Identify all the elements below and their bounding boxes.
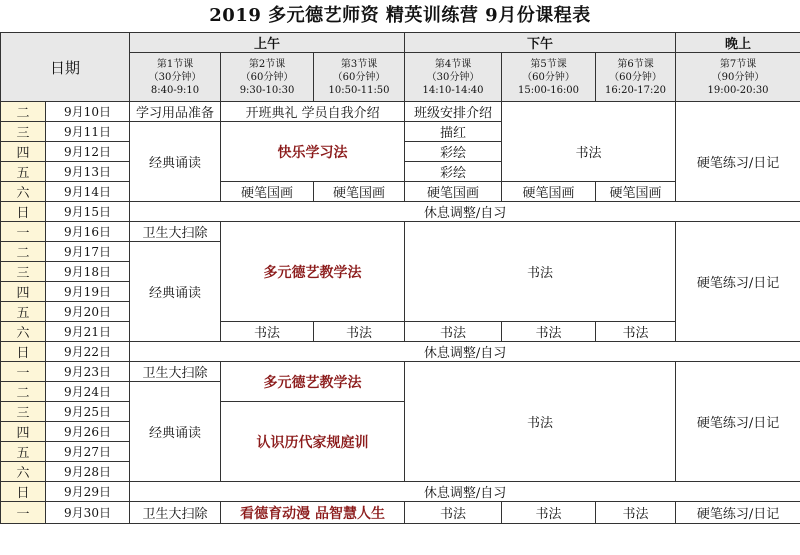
date-cell: 9月14日 [46, 182, 130, 202]
weekday-cell: 日 [1, 202, 46, 222]
date-cell: 9月27日 [46, 442, 130, 462]
course-cell: 书法 [596, 322, 676, 342]
course-cell: 经典诵读 [130, 122, 221, 202]
table-row [1, 342, 800, 362]
course-cell: 书法 [596, 502, 676, 524]
blank-cell [502, 102, 676, 122]
weekday-cell: 三 [1, 402, 46, 422]
section-afternoon: 下午 [405, 33, 676, 53]
course-cell: 经典诵读 [130, 242, 221, 342]
course-cell-highlight: 多元德艺教学法 [221, 362, 405, 402]
course-cell: 书法 [502, 322, 596, 342]
date-cell: 9月11日 [46, 122, 130, 142]
lesson-6-header: 第6节课 （60分钟） 16:20-17:20 [596, 53, 676, 102]
course-cell-highlight: 认识历代家规庭训 [221, 402, 405, 482]
weekday-cell: 一 [1, 362, 46, 382]
course-cell: 书法 [502, 502, 596, 524]
course-cell: 硬笔练习/日记 [676, 362, 800, 482]
section-morning: 上午 [130, 33, 405, 53]
date-cell: 9月29日 [46, 482, 130, 502]
weekday-cell: 日 [1, 342, 46, 362]
date-cell: 9月12日 [46, 142, 130, 162]
weekday-cell: 六 [1, 462, 46, 482]
weekday-cell: 日 [1, 482, 46, 502]
table-row [1, 222, 800, 242]
weekday-cell: 二 [1, 242, 46, 262]
course-cell: 书法 [502, 122, 676, 182]
date-cell: 9月25日 [46, 402, 130, 422]
weekday-cell: 四 [1, 142, 46, 162]
course-cell: 书法 [405, 222, 676, 322]
course-cell: 描红 [405, 122, 502, 142]
date-cell: 9月21日 [46, 322, 130, 342]
date-cell: 9月28日 [46, 462, 130, 482]
course-cell: 卫生大扫除 [130, 222, 221, 242]
lesson-1-header: 第1节课 （30分钟） 8:40-9:10 [130, 53, 221, 102]
course-cell-highlight: 快乐学习法 [221, 122, 405, 182]
weekday-cell: 六 [1, 182, 46, 202]
weekday-cell: 一 [1, 502, 46, 524]
date-cell: 9月24日 [46, 382, 130, 402]
course-cell: 硬笔国画 [221, 182, 314, 202]
page-title: 2019 多元德艺师资 精英训练营 9月份课程表 [209, 5, 591, 26]
course-cell: 书法 [405, 362, 676, 482]
table-row [1, 362, 800, 382]
date-cell: 9月15日 [46, 202, 130, 222]
date-cell: 9月13日 [46, 162, 130, 182]
date-cell: 9月30日 [46, 502, 130, 524]
course-cell: 书法 [314, 322, 405, 342]
rest-cell: 休息调整/自习 [130, 342, 800, 362]
date-cell: 9月20日 [46, 302, 130, 322]
course-cell: 开班典礼 学员自我介绍 [221, 102, 405, 122]
course-cell: 书法 [405, 502, 502, 524]
course-cell: 硬笔国画 [405, 182, 502, 202]
course-cell-highlight: 看德育动漫 品智慧人生 [221, 502, 405, 524]
course-cell: 硬笔国画 [596, 182, 676, 202]
date-cell: 9月16日 [46, 222, 130, 242]
date-cell: 9月10日 [46, 102, 130, 122]
lesson-2-header: 第2节课 （60分钟） 9:30-10:30 [221, 53, 314, 102]
date-cell: 9月18日 [46, 262, 130, 282]
table-row [1, 202, 800, 222]
course-cell: 彩绘 [405, 142, 502, 162]
weekday-cell: 三 [1, 262, 46, 282]
lesson-5-header: 第5节课 （60分钟） 15:00-16:00 [502, 53, 596, 102]
course-cell: 硬笔国画 [502, 182, 596, 202]
date-cell: 9月19日 [46, 282, 130, 302]
weekday-cell: 五 [1, 162, 46, 182]
course-cell: 书法 [221, 322, 314, 342]
lesson-3-header: 第3节课 （60分钟） 10:50-11:50 [314, 53, 405, 102]
course-cell: 经典诵读 [130, 382, 221, 482]
weekday-cell: 三 [1, 122, 46, 142]
course-cell: 硬笔练习/日记 [676, 222, 800, 342]
weekday-cell: 五 [1, 442, 46, 462]
weekday-cell: 四 [1, 422, 46, 442]
course-cell: 彩绘 [405, 162, 502, 182]
table-row [1, 102, 800, 122]
course-cell: 书法 [405, 322, 502, 342]
lesson-7-header: 第7节课 （90分钟） 19:00-20:30 [676, 53, 800, 102]
date-cell: 9月22日 [46, 342, 130, 362]
course-cell: 班级安排介绍 [405, 102, 502, 122]
lesson-4-header: 第4节课 （30分钟） 14:10-14:40 [405, 53, 502, 102]
rest-cell: 休息调整/自习 [130, 202, 800, 222]
weekday-cell: 四 [1, 282, 46, 302]
table-row [1, 482, 800, 502]
course-cell: 硬笔练习/日记 [676, 502, 800, 524]
course-cell: 学习用品准备 [130, 102, 221, 122]
date-cell: 9月23日 [46, 362, 130, 382]
weekday-cell: 二 [1, 382, 46, 402]
weekday-cell: 一 [1, 222, 46, 242]
blank-cell [676, 102, 800, 122]
date-cell: 9月26日 [46, 422, 130, 442]
table-row [1, 502, 800, 524]
date-cell: 9月17日 [46, 242, 130, 262]
section-evening: 晚上 [676, 33, 800, 53]
course-cell: 卫生大扫除 [130, 362, 221, 382]
course-cell: 硬笔练习/日记 [676, 122, 800, 202]
rest-cell: 休息调整/自习 [130, 482, 800, 502]
weekday-cell: 五 [1, 302, 46, 322]
course-cell: 硬笔国画 [314, 182, 405, 202]
schedule-table [0, 32, 800, 524]
date-header: 日期 [1, 33, 130, 102]
weekday-cell: 二 [1, 102, 46, 122]
weekday-cell: 六 [1, 322, 46, 342]
course-cell: 卫生大扫除 [130, 502, 221, 524]
table-row [1, 122, 800, 142]
course-cell-highlight: 多元德艺教学法 [221, 222, 405, 322]
